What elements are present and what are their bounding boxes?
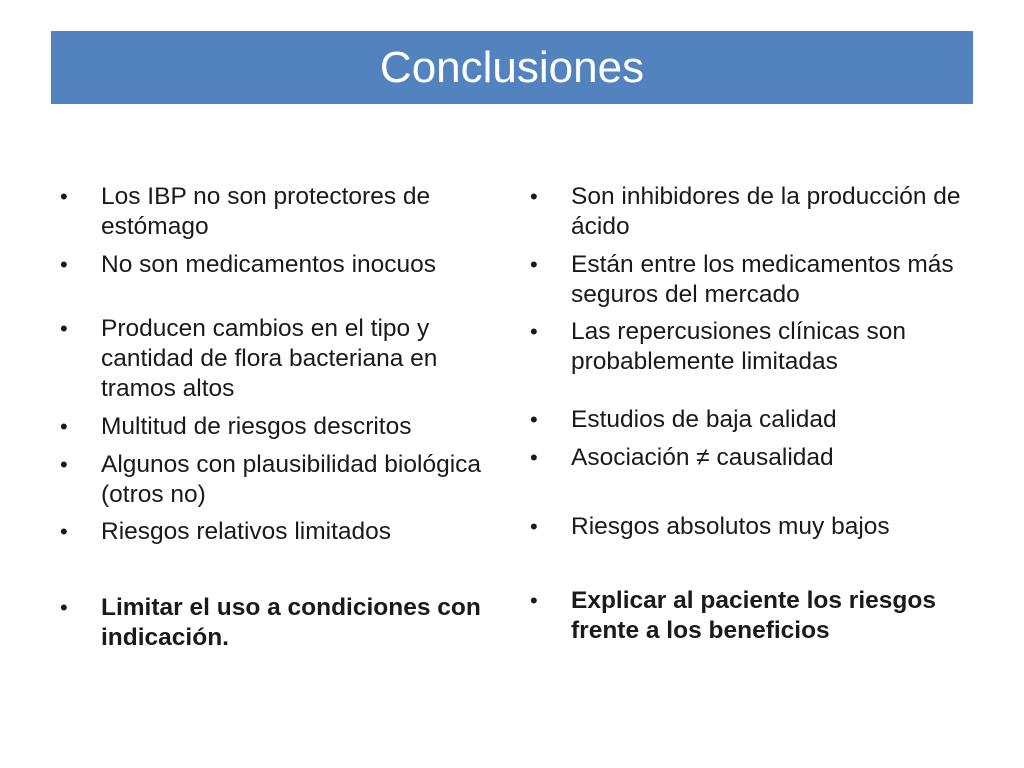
bullet-icon: •	[60, 252, 68, 277]
bullet-icon: •	[530, 445, 538, 470]
list-item-text: Estudios de baja calidad	[571, 406, 837, 433]
slide-title: Conclusiones	[379, 42, 645, 92]
slide-title-bar	[51, 31, 973, 104]
list-item	[530, 250, 970, 310]
bullet-icon: •	[530, 407, 538, 432]
list-item	[60, 412, 500, 442]
list-item-text: Producen cambios en el tipo y cantidad de flora bacteriana en tramos altos	[101, 315, 438, 402]
bullet-icon: •	[530, 252, 538, 277]
list-item	[530, 512, 970, 542]
list-item	[530, 405, 970, 435]
bullet-icon: •	[60, 452, 68, 477]
list-item	[60, 450, 500, 510]
list-item-text: Asociación ≠ causalidad	[571, 444, 834, 471]
list-item-text: Los IBP no son protectores de estómago	[101, 183, 431, 240]
list-item	[530, 443, 970, 473]
list-item	[530, 586, 970, 646]
bullet-icon: •	[60, 316, 68, 341]
bullet-icon: •	[60, 595, 68, 620]
bullet-icon: •	[530, 588, 538, 613]
list-item	[60, 314, 500, 404]
bullet-icon: •	[60, 184, 68, 209]
bullet-icon: •	[530, 184, 538, 209]
list-item-text: Riesgos relativos limitados	[101, 518, 392, 545]
list-item	[60, 182, 500, 242]
list-item	[60, 250, 500, 280]
list-item	[530, 317, 970, 377]
list-item	[60, 593, 500, 653]
bullet-icon: •	[60, 519, 68, 544]
list-item	[530, 182, 970, 242]
list-item-text: Están entre los medicamentos más seguros del mercado	[571, 251, 954, 308]
list-item-text: Son inhibidores de la producción de ácido	[571, 183, 961, 240]
bullet-icon: •	[60, 414, 68, 439]
bullet-icon: •	[530, 319, 538, 344]
list-item-text: Las repercusiones clínicas son probablemente limitadas	[571, 318, 907, 375]
list-item-text: No son medicamentos inocuos	[101, 251, 437, 278]
list-item-text: Limitar el uso a condiciones con indicación.	[101, 594, 481, 651]
list-item-text: Riesgos absolutos muy bajos	[571, 513, 890, 540]
list-item-text: Explicar al paciente los riesgos frente a los beneficios	[571, 587, 936, 644]
list-item-text: Algunos con plausibilidad biológica (otros no)	[101, 451, 482, 508]
bullet-icon: •	[530, 514, 538, 539]
list-item-text: Multitud de riesgos descritos	[101, 413, 412, 440]
list-item	[60, 517, 500, 547]
